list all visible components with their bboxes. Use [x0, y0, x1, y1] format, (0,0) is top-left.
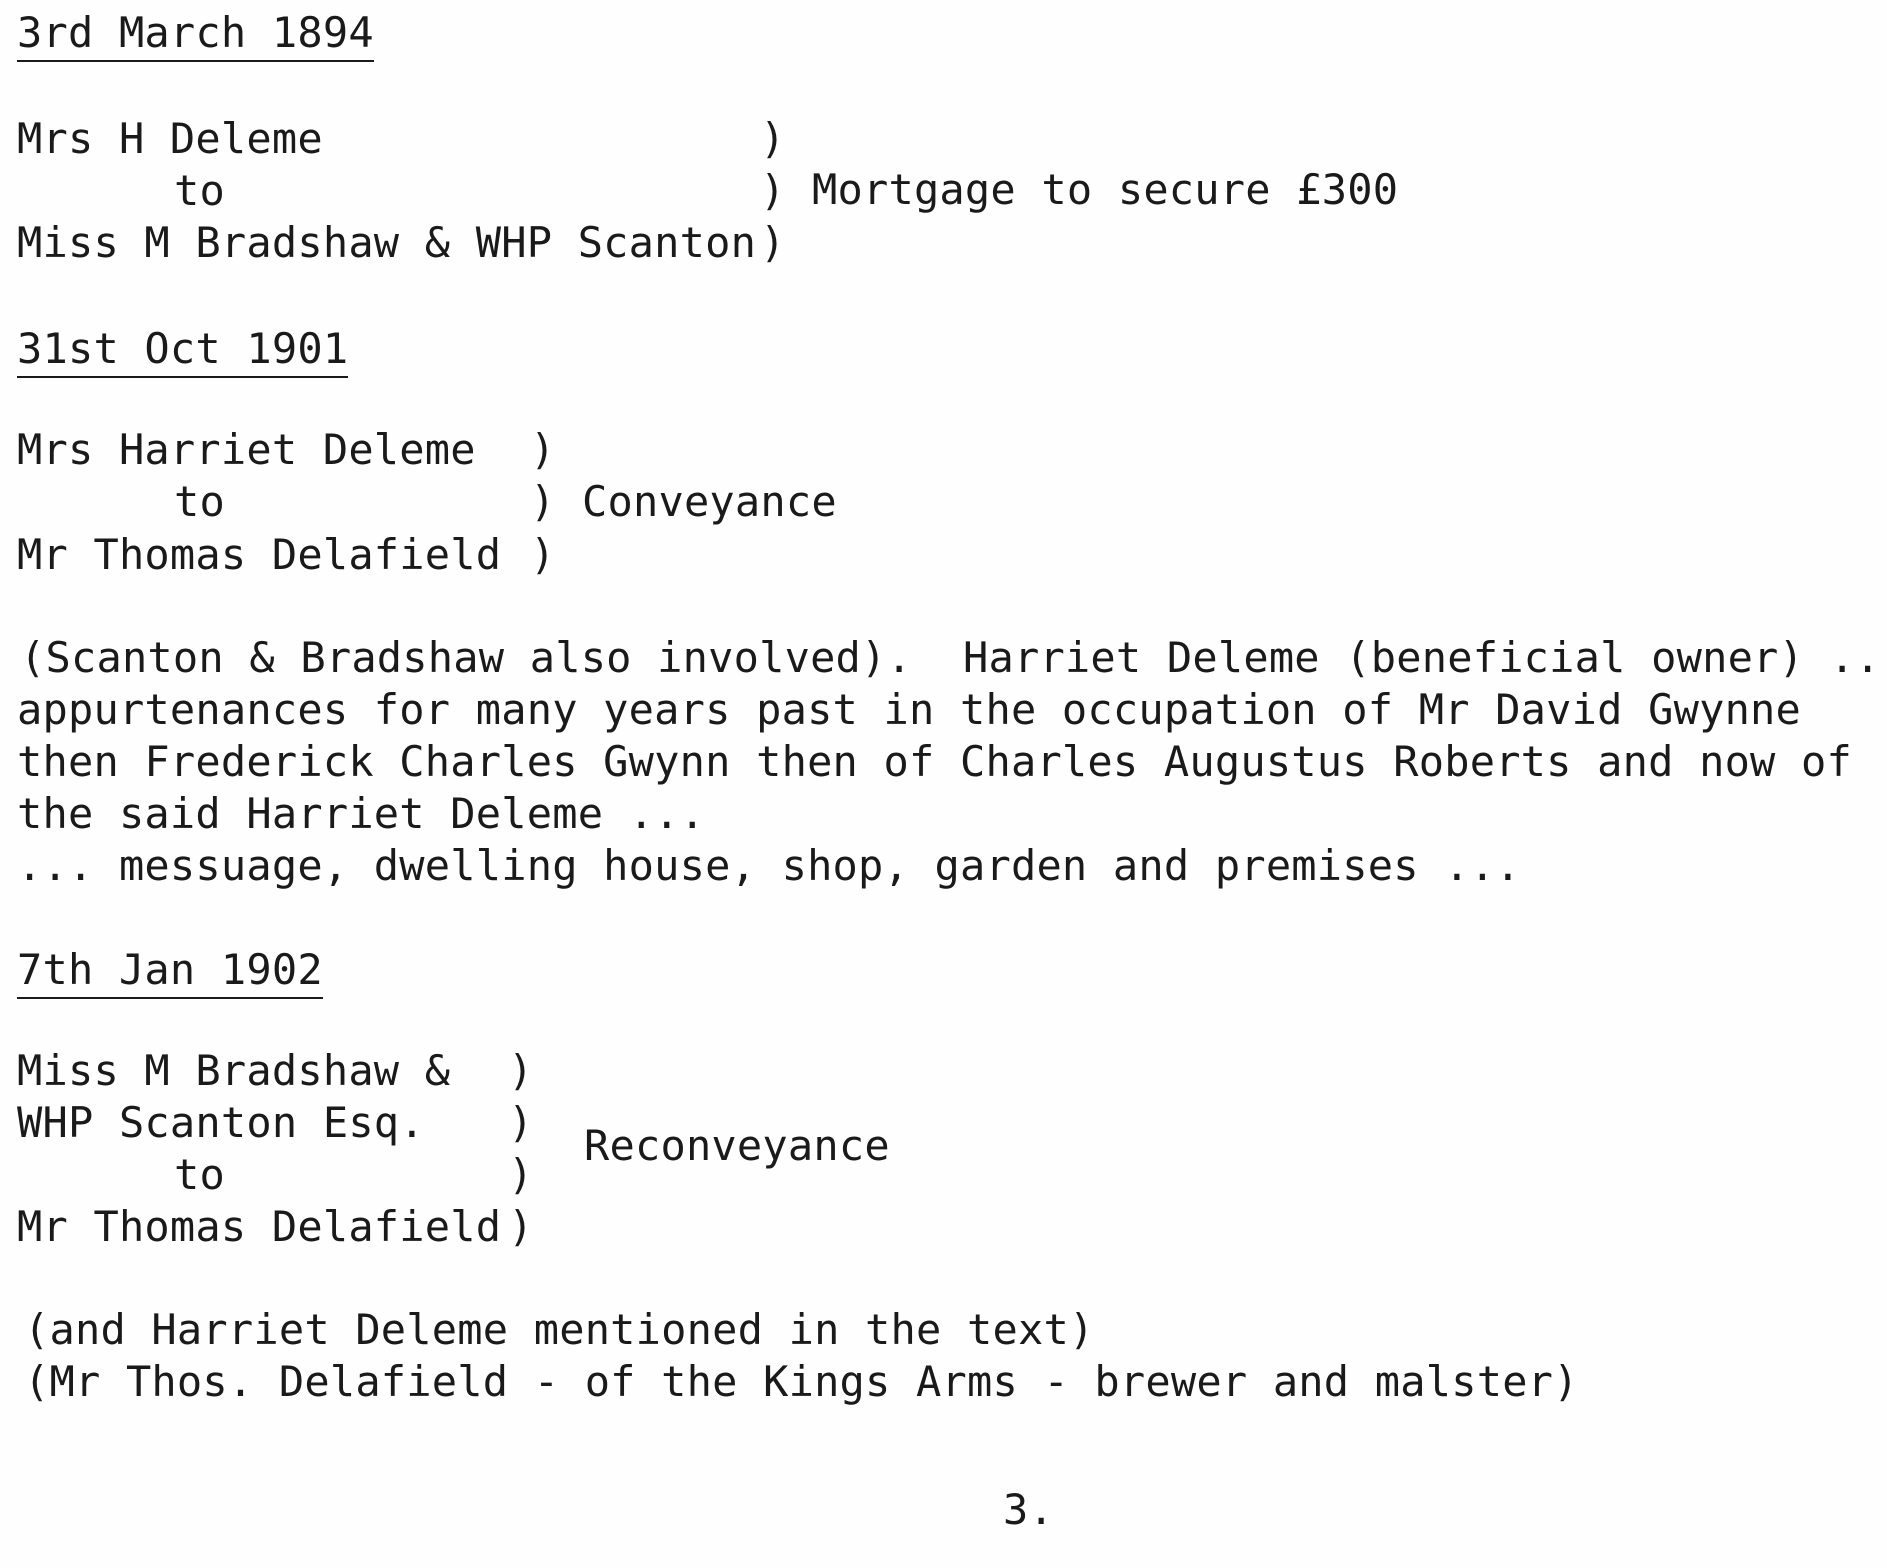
bracket-mark: ) [508, 1150, 534, 1199]
party-name: Miss M Bradshaw & [17, 1046, 451, 1095]
deed-description: Conveyance [582, 477, 837, 526]
note-line: appurtenances for many years past in the occupation of Mr David Gwynne [17, 685, 1802, 734]
party-name: Mr Thomas Delafield [17, 530, 502, 579]
bracket-mark: ) [760, 218, 786, 267]
section-date-heading: 3rd March 1894 [17, 8, 374, 62]
party-name: WHP Scanton Esq. [17, 1098, 425, 1147]
bracket-mark: ) [508, 1098, 534, 1147]
bracket-mark: ) [508, 1202, 534, 1251]
note-line: (and Harriet Deleme mentioned in the text) [24, 1305, 1095, 1354]
note-line: (Mr Thos. Delafield - of the Kings Arms - brewer and malster) [24, 1357, 1579, 1406]
bracket-mark: ) [760, 166, 786, 215]
section-date-heading: 7th Jan 1902 [17, 945, 323, 999]
bracket-mark: ) [530, 425, 556, 474]
deed-description: Mortgage to secure £300 [812, 165, 1399, 214]
bracket-mark: ) [530, 477, 556, 526]
page-number: 3. [1003, 1485, 1054, 1534]
party-name: Mrs H Deleme [17, 114, 323, 163]
note-line: (Scanton & Bradshaw also involved). Harriet Deleme (beneficial owner) .. [20, 633, 1881, 682]
bracket-mark: ) [530, 530, 556, 579]
party-name: Mr Thomas Delafield [17, 1202, 502, 1251]
party-name: Mrs Harriet Deleme [17, 425, 476, 474]
note-line: ... messuage, dwelling house, shop, garden and premises ... [17, 841, 1521, 890]
bracket-mark: ) [508, 1046, 534, 1095]
bracket-mark: ) [760, 114, 786, 163]
party-connector: to [174, 1150, 225, 1199]
section-date-heading: 31st Oct 1901 [17, 324, 348, 378]
note-line: then Frederick Charles Gwynn then of Charles Augustus Roberts and now of [17, 737, 1853, 786]
party-connector: to [174, 166, 225, 215]
party-name: Miss M Bradshaw & WHP Scanton [17, 218, 757, 267]
deed-description: Reconveyance [584, 1121, 890, 1170]
party-connector: to [174, 477, 225, 526]
note-line: the said Harriet Deleme ... [17, 789, 706, 838]
